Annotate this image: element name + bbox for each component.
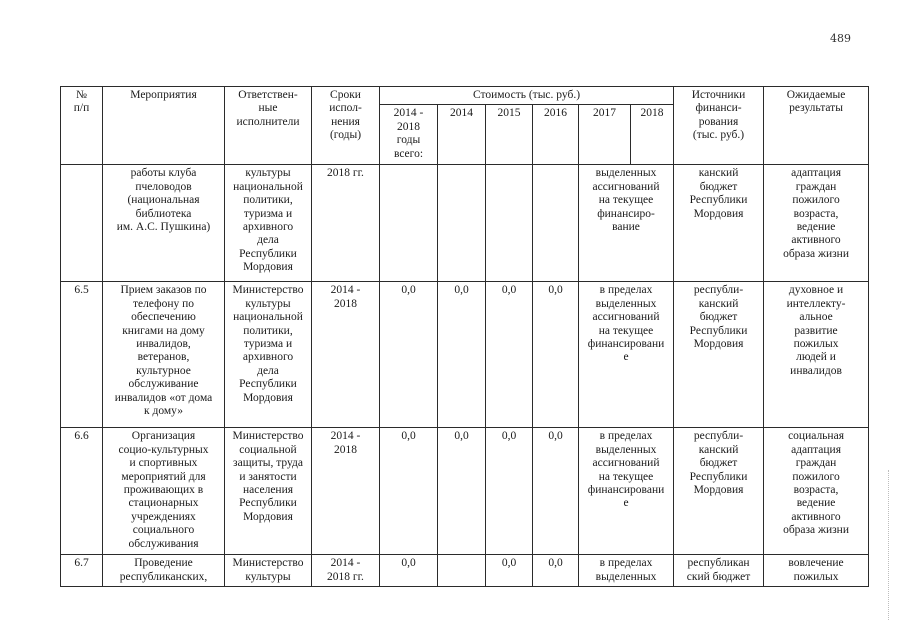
cell-result: социальная адаптация граждан пожилого возраста, ведение активного образа жизни — [764, 428, 869, 555]
cell-measure: Организация социо-культурных и спортивных мероприятий для проживающих в стационарных учреждениях социального обслуживания — [103, 428, 225, 555]
cell-total: 0,0 — [380, 428, 438, 555]
scan-edge-marks — [888, 470, 897, 620]
cell-2016: 0,0 — [533, 555, 579, 587]
cell-result: адаптация граждан пожилого возраста, ведение активного образа жизни — [764, 165, 869, 282]
header-year-2016: 2016 — [533, 105, 579, 165]
cell-measure: работы клуба пчеловодов (национальная библиотека им. А.С. Пушкина) — [103, 165, 225, 282]
cell-num: 6.6 — [61, 428, 103, 555]
cell-responsible: культуры национальной политики, туризма и архивного дела Республики Мордовия — [225, 165, 312, 282]
header-row-1 — [61, 87, 869, 105]
cell-funding-note: в пределах выделенных — [579, 555, 674, 587]
cell-2014 — [438, 555, 486, 587]
header-year-2015: 2015 — [486, 105, 533, 165]
cell-term: 2014 - 2018 гг. — [312, 555, 380, 587]
cell-2015 — [486, 165, 533, 282]
cell-term: 2018 гг. — [312, 165, 380, 282]
cell-2016 — [533, 165, 579, 282]
cell-2015: 0,0 — [486, 428, 533, 555]
cell-num — [61, 165, 103, 282]
header-terms: Сроки испол- нения (годы) — [312, 87, 380, 165]
cell-total: 0,0 — [380, 282, 438, 428]
cell-num: 6.7 — [61, 555, 103, 587]
cell-source: республи- канский бюджет Республики Мордовия — [674, 428, 764, 555]
cell-funding-note: в пределах выделенных ассигнований на текущее финансировани е — [579, 428, 674, 555]
header-cost-group: Стоимость (тыс. руб.) — [380, 87, 674, 105]
header-responsible: Ответствен- ные исполнители — [225, 87, 312, 165]
cell-responsible: Министерство социальной защиты, труда и занятости населения Республики Мордовия — [225, 428, 312, 555]
header-results: Ожидаемые результаты — [764, 87, 869, 165]
program-measures-table — [60, 86, 869, 587]
header-measures: Мероприятия — [103, 87, 225, 165]
header-year-2014: 2014 — [438, 105, 486, 165]
cell-responsible: Министерство культуры национальной политики, туризма и архивного дела Республики Мордовия — [225, 282, 312, 428]
cell-2014: 0,0 — [438, 282, 486, 428]
table-row — [61, 165, 869, 282]
cell-2016: 0,0 — [533, 428, 579, 555]
cell-2015: 0,0 — [486, 555, 533, 587]
header-num: № п/п — [61, 87, 103, 165]
cell-total: 0,0 — [380, 555, 438, 587]
cell-funding-note: в пределах выделенных ассигнований на текущее финансировани е — [579, 282, 674, 428]
cell-total — [380, 165, 438, 282]
cell-2015: 0,0 — [486, 282, 533, 428]
cell-result: духовное и интеллекту- альное развитие пожилых людей и инвалидов — [764, 282, 869, 428]
cell-2014 — [438, 165, 486, 282]
header-cost-total: 2014 - 2018 годы всего: — [380, 105, 438, 165]
cell-term: 2014 - 2018 — [312, 428, 380, 555]
table-row — [61, 282, 869, 428]
cell-2016: 0,0 — [533, 282, 579, 428]
cell-num: 6.5 — [61, 282, 103, 428]
cell-2014: 0,0 — [438, 428, 486, 555]
page-number: 489 — [830, 32, 851, 45]
cell-source: канский бюджет Республики Мордовия — [674, 165, 764, 282]
table-row — [61, 555, 869, 587]
header-year-2018: 2018 — [631, 105, 674, 165]
cell-measure: Проведение республиканских, — [103, 555, 225, 587]
cell-responsible: Министерство культуры — [225, 555, 312, 587]
cell-funding-note: выделенных ассигнований на текущее финансиро- вание — [579, 165, 674, 282]
cell-result: вовлечение пожилых — [764, 555, 869, 587]
header-year-2017: 2017 — [579, 105, 631, 165]
cell-measure: Прием заказов по телефону по обеспечению книгами на дому инвалидов, ветеранов, культурное обслуживание инвалидов «от дома к дому» — [103, 282, 225, 428]
cell-term: 2014 - 2018 — [312, 282, 380, 428]
cell-source: республи- канский бюджет Республики Мордовия — [674, 282, 764, 428]
table-row — [61, 428, 869, 555]
cell-source: республикан ский бюджет — [674, 555, 764, 587]
header-sources: Источники финанси- рования (тыс. руб.) — [674, 87, 764, 165]
